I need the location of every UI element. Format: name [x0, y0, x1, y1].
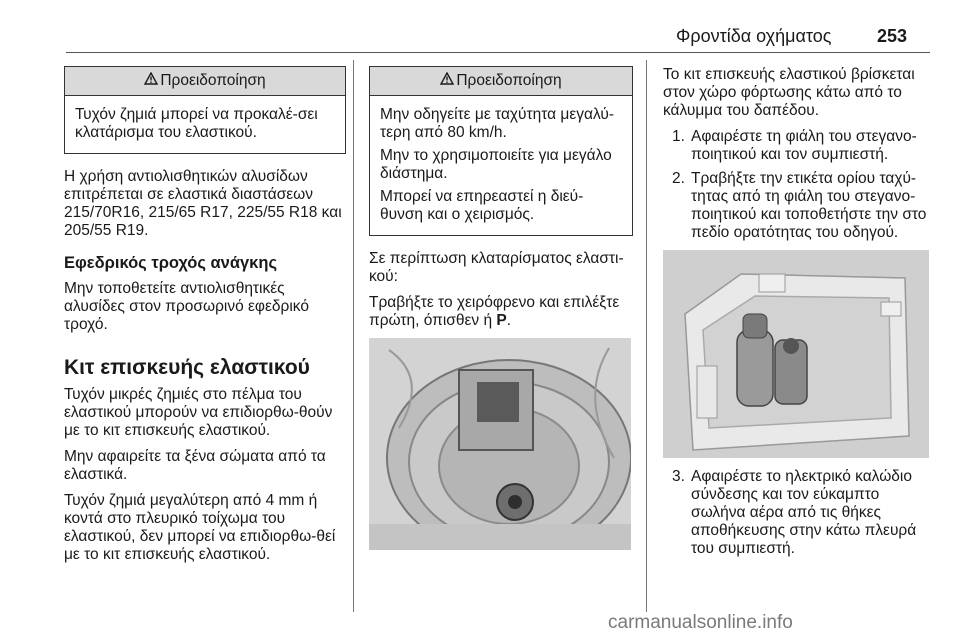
warning-heading: Προειδοποίηση — [160, 72, 266, 89]
page-header-title: Φροντίδα οχήματος — [676, 26, 832, 46]
paragraph: Το κιτ επισκευής ελαστικού βρίσκεται στον χώρο φόρτωσης κάτω από το κάλυμμα του δαπέδου. — [663, 66, 915, 119]
warning-text: Μην το χρησιμοποιείτε για μεγάλο διάστημα. — [380, 147, 612, 182]
paragraph-text: Τραβήξτε το χειρόφρενο και επιλέξτε πρώτη, όπισθεν ή — [369, 294, 620, 329]
warning-header — [65, 67, 345, 96]
column-2 — [369, 66, 633, 560]
paragraph-text: . — [506, 312, 512, 329]
section-heading-repair-kit: Κιτ επισκευής ελαστικού — [64, 356, 310, 379]
warning-box — [64, 66, 346, 154]
header-divider — [66, 52, 930, 53]
warning-text: Τυχόν ζημιά μπορεί να προκαλέ-σει κλατάρισμα του ελαστικού. — [75, 106, 318, 141]
step-text: Αφαιρέστε το ηλεκτρικό καλώδιο σύνδεσης και τον εύκαμπτο σωλήνα αέρα από τις θήκες αποθήκευσης στην κάτω πλευρά του συμπιεστή. — [691, 468, 917, 557]
spare-wheel-well-photo — [369, 338, 631, 550]
column-divider — [353, 60, 354, 612]
step-text: Αφαιρέστε τη φιάλη του στεγανο-ποιητικού και τον συμπιεστή. — [691, 128, 917, 163]
warning-heading: Προειδοποίηση — [456, 72, 562, 89]
paragraph: Τυχόν μικρές ζημιές στο πέλμα του ελαστικού μπορούν να επιδιορθω-θούν με το κιτ επισκευής ελαστικού. — [64, 386, 333, 439]
instruction-list — [663, 128, 929, 242]
step-number: 3. — [672, 468, 685, 485]
step-text: Τραβήξτε την ετικέτα ορίου ταχύ-τητας από τη φιάλη του στεγανο-ποιητικού και τοποθετήστε την στο πεδίο ορατότητας του οδηγού. — [691, 170, 927, 241]
instruction-list — [663, 468, 929, 558]
step-number: 2. — [672, 170, 685, 187]
paragraph: Σε περίπτωση κλαταρίσματος ελαστι-κού: — [369, 250, 624, 285]
warning-box — [369, 66, 633, 236]
paragraph: Μην αφαιρείτε τα ξένα σώματα από τα ελαστικά. — [64, 448, 326, 483]
column-3 — [663, 66, 929, 564]
warning-triangle-icon — [144, 67, 158, 95]
warning-text: Μην οδηγείτε με ταχύτητα μεγαλύ-τερη από 80 km/h. — [380, 106, 615, 141]
column-1 — [64, 66, 346, 572]
step-number: 1. — [672, 128, 685, 145]
gear-position-p: P — [496, 312, 507, 329]
paragraph: Τυχόν ζημιά μεγαλύτερη από 4 mm ή κοντά στο πλευρικό τοίχωμα του ελαστικού, δεν μπορεί να επιδιορθω-θεί με το κιτ επισκευής ελαστικού. — [64, 492, 336, 563]
paragraph: Η χρήση αντιολισθητικών αλυσίδων επιτρέπεται σε ελαστικά διαστάσεων 215/70R16, 215/65 R17, 225/55 R18 και 205/55 R19. — [64, 168, 342, 239]
repair-kit-compartment-photo — [663, 250, 929, 458]
list-item — [663, 170, 929, 242]
section-heading-spare-wheel: Εφεδρικός τροχός ανάγκης — [64, 254, 278, 272]
list-item — [663, 128, 929, 164]
column-divider — [646, 60, 647, 612]
list-item — [663, 468, 929, 558]
paragraph — [369, 294, 633, 330]
warning-triangle-icon — [440, 67, 454, 95]
watermark: carmanualsonline.info — [608, 612, 793, 633]
paragraph: Μην τοποθετείτε αντιολισθητικές αλυσίδες στον προσωρινό εφεδρικό τροχό. — [64, 280, 309, 333]
page-number: 253 — [877, 26, 908, 46]
warning-header — [370, 67, 632, 96]
warning-text: Μπορεί να επηρεαστεί η διεύ-θυνση και ο χειρισμός. — [380, 188, 584, 223]
